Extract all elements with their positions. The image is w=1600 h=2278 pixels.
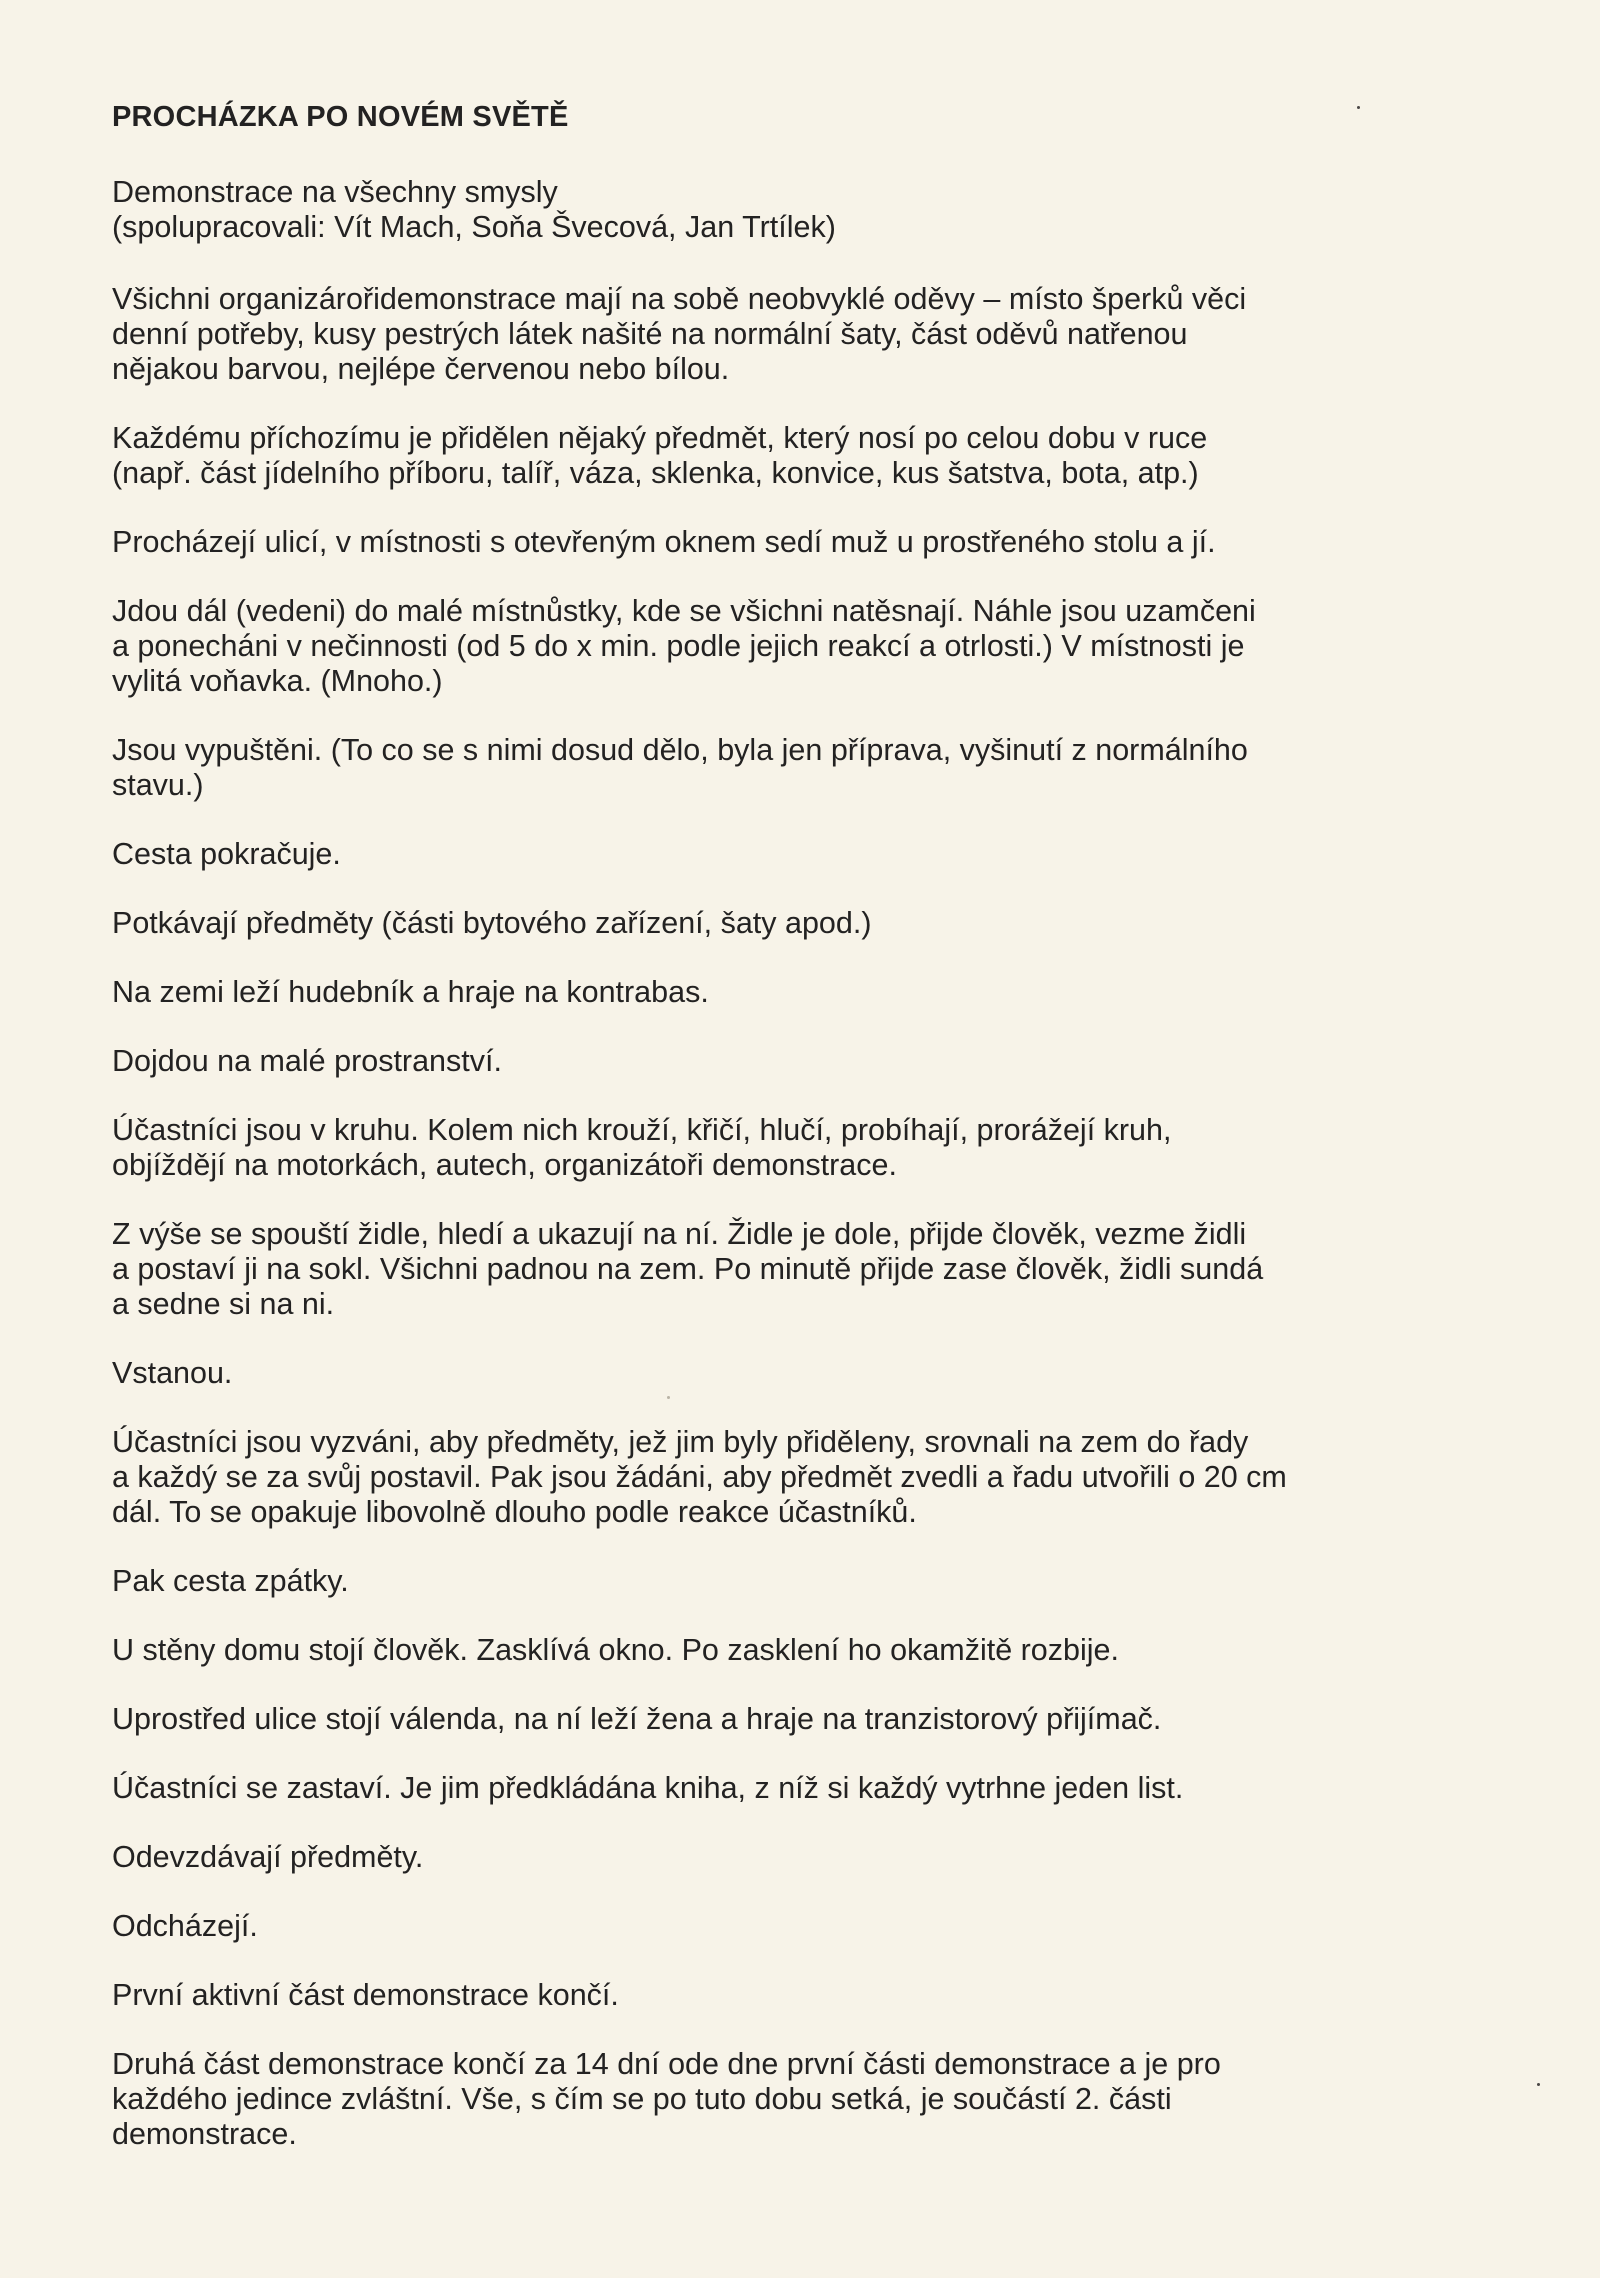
- paragraph: Pak cesta zpátky.: [112, 1563, 349, 1598]
- paper-speck: [1537, 2083, 1540, 2086]
- paragraph: Vstanou.: [112, 1355, 233, 1390]
- document-subtitle: Demonstrace na všechny smysly (spolupracovali: Vít Mach, Soňa Švecová, Jan Trtílek): [112, 174, 836, 244]
- paragraph: Všichni organizárořidemonstrace mají na sobě neobvyklé oděvy – místo šperků věci denní potřeby, kusy pestrých látek našité na normální šaty, část oděvů natřenou nějakou barvou, nejlépe červenou nebo bílou.: [112, 281, 1247, 386]
- paragraph: Každému příchozímu je přidělen nějaký předmět, který nosí po celou dobu v ruce (např. část jídelního příboru, talíř, váza, sklenka, konvice, kus šatstva, bota, atp.): [112, 420, 1208, 490]
- paragraph: Účastníci jsou vyzváni, aby předměty, jež jim byly přiděleny, srovnali na zem do řady a každý se za svůj postavil. Pak jsou žádáni, aby předmět zvedli a řadu utvořili o 20 cm dál. To se opakuje libovolně dlouho podle reakce účastníků.: [112, 1424, 1287, 1529]
- paragraph: Jdou dál (vedeni) do malé místnůstky, kde se všichni natěsnají. Náhle jsou uzamčeni a ponecháni v nečinnosti (od 5 do x min. podle jejich reakcí a otrlosti.) V místnosti je vylitá voňavka. (Mnoho.): [112, 593, 1256, 698]
- paragraph: Uprostřed ulice stojí válenda, na ní leží žena a hraje na tranzistorový přijímač.: [112, 1701, 1162, 1736]
- paragraph: Odevzdávají předměty.: [112, 1839, 424, 1874]
- paragraph: Dojdou na malé prostranství.: [112, 1043, 502, 1078]
- paragraph: Odcházejí.: [112, 1908, 258, 1943]
- document-body: [112, 100, 1452, 2186]
- paragraph: Účastníci se zastaví. Je jim předkládána kniha, z níž si každý vytrhne jeden list.: [112, 1770, 1184, 1805]
- paragraph: První aktivní část demonstrace končí.: [112, 1977, 619, 2012]
- document-title: PROCHÁZKA PO NOVÉM SVĚTĚ: [112, 101, 569, 133]
- paragraph: Druhá část demonstrace končí za 14 dní ode dne první části demonstrace a je pro každého jedince zvláštní. Vše, s čím se po tuto dobu setká, je součástí 2. části demonstrace.: [112, 2046, 1221, 2151]
- paragraph: Na zemi leží hudebník a hraje na kontrabas.: [112, 974, 709, 1009]
- paragraph: Účastníci jsou v kruhu. Kolem nich krouží, křičí, hlučí, probíhají, prorážejí kruh, objíždějí na motorkách, autech, organizátoři demonstrace.: [112, 1112, 1172, 1182]
- paragraph: Procházejí ulicí, v místnosti s otevřeným oknem sedí muž u prostřeného stolu a jí.: [112, 524, 1216, 559]
- paragraph: Jsou vypuštěni. (To co se s nimi dosud dělo, byla jen příprava, vyšinutí z normálního stavu.): [112, 732, 1248, 802]
- paragraph: Cesta pokračuje.: [112, 836, 341, 871]
- paragraph: Z výše se spouští židle, hledí a ukazují na ní. Židle je dole, přijde člověk, vezme židli a postaví ji na sokl. Všichni padnou na zem. Po minutě přijde zase člověk, židli sundá a sedne si na ni.: [112, 1216, 1264, 1321]
- paragraph: Potkávají předměty (části bytového zařízení, šaty apod.): [112, 905, 872, 940]
- paragraph: U stěny domu stojí člověk. Zasklívá okno. Po zasklení ho okamžitě rozbije.: [112, 1632, 1119, 1667]
